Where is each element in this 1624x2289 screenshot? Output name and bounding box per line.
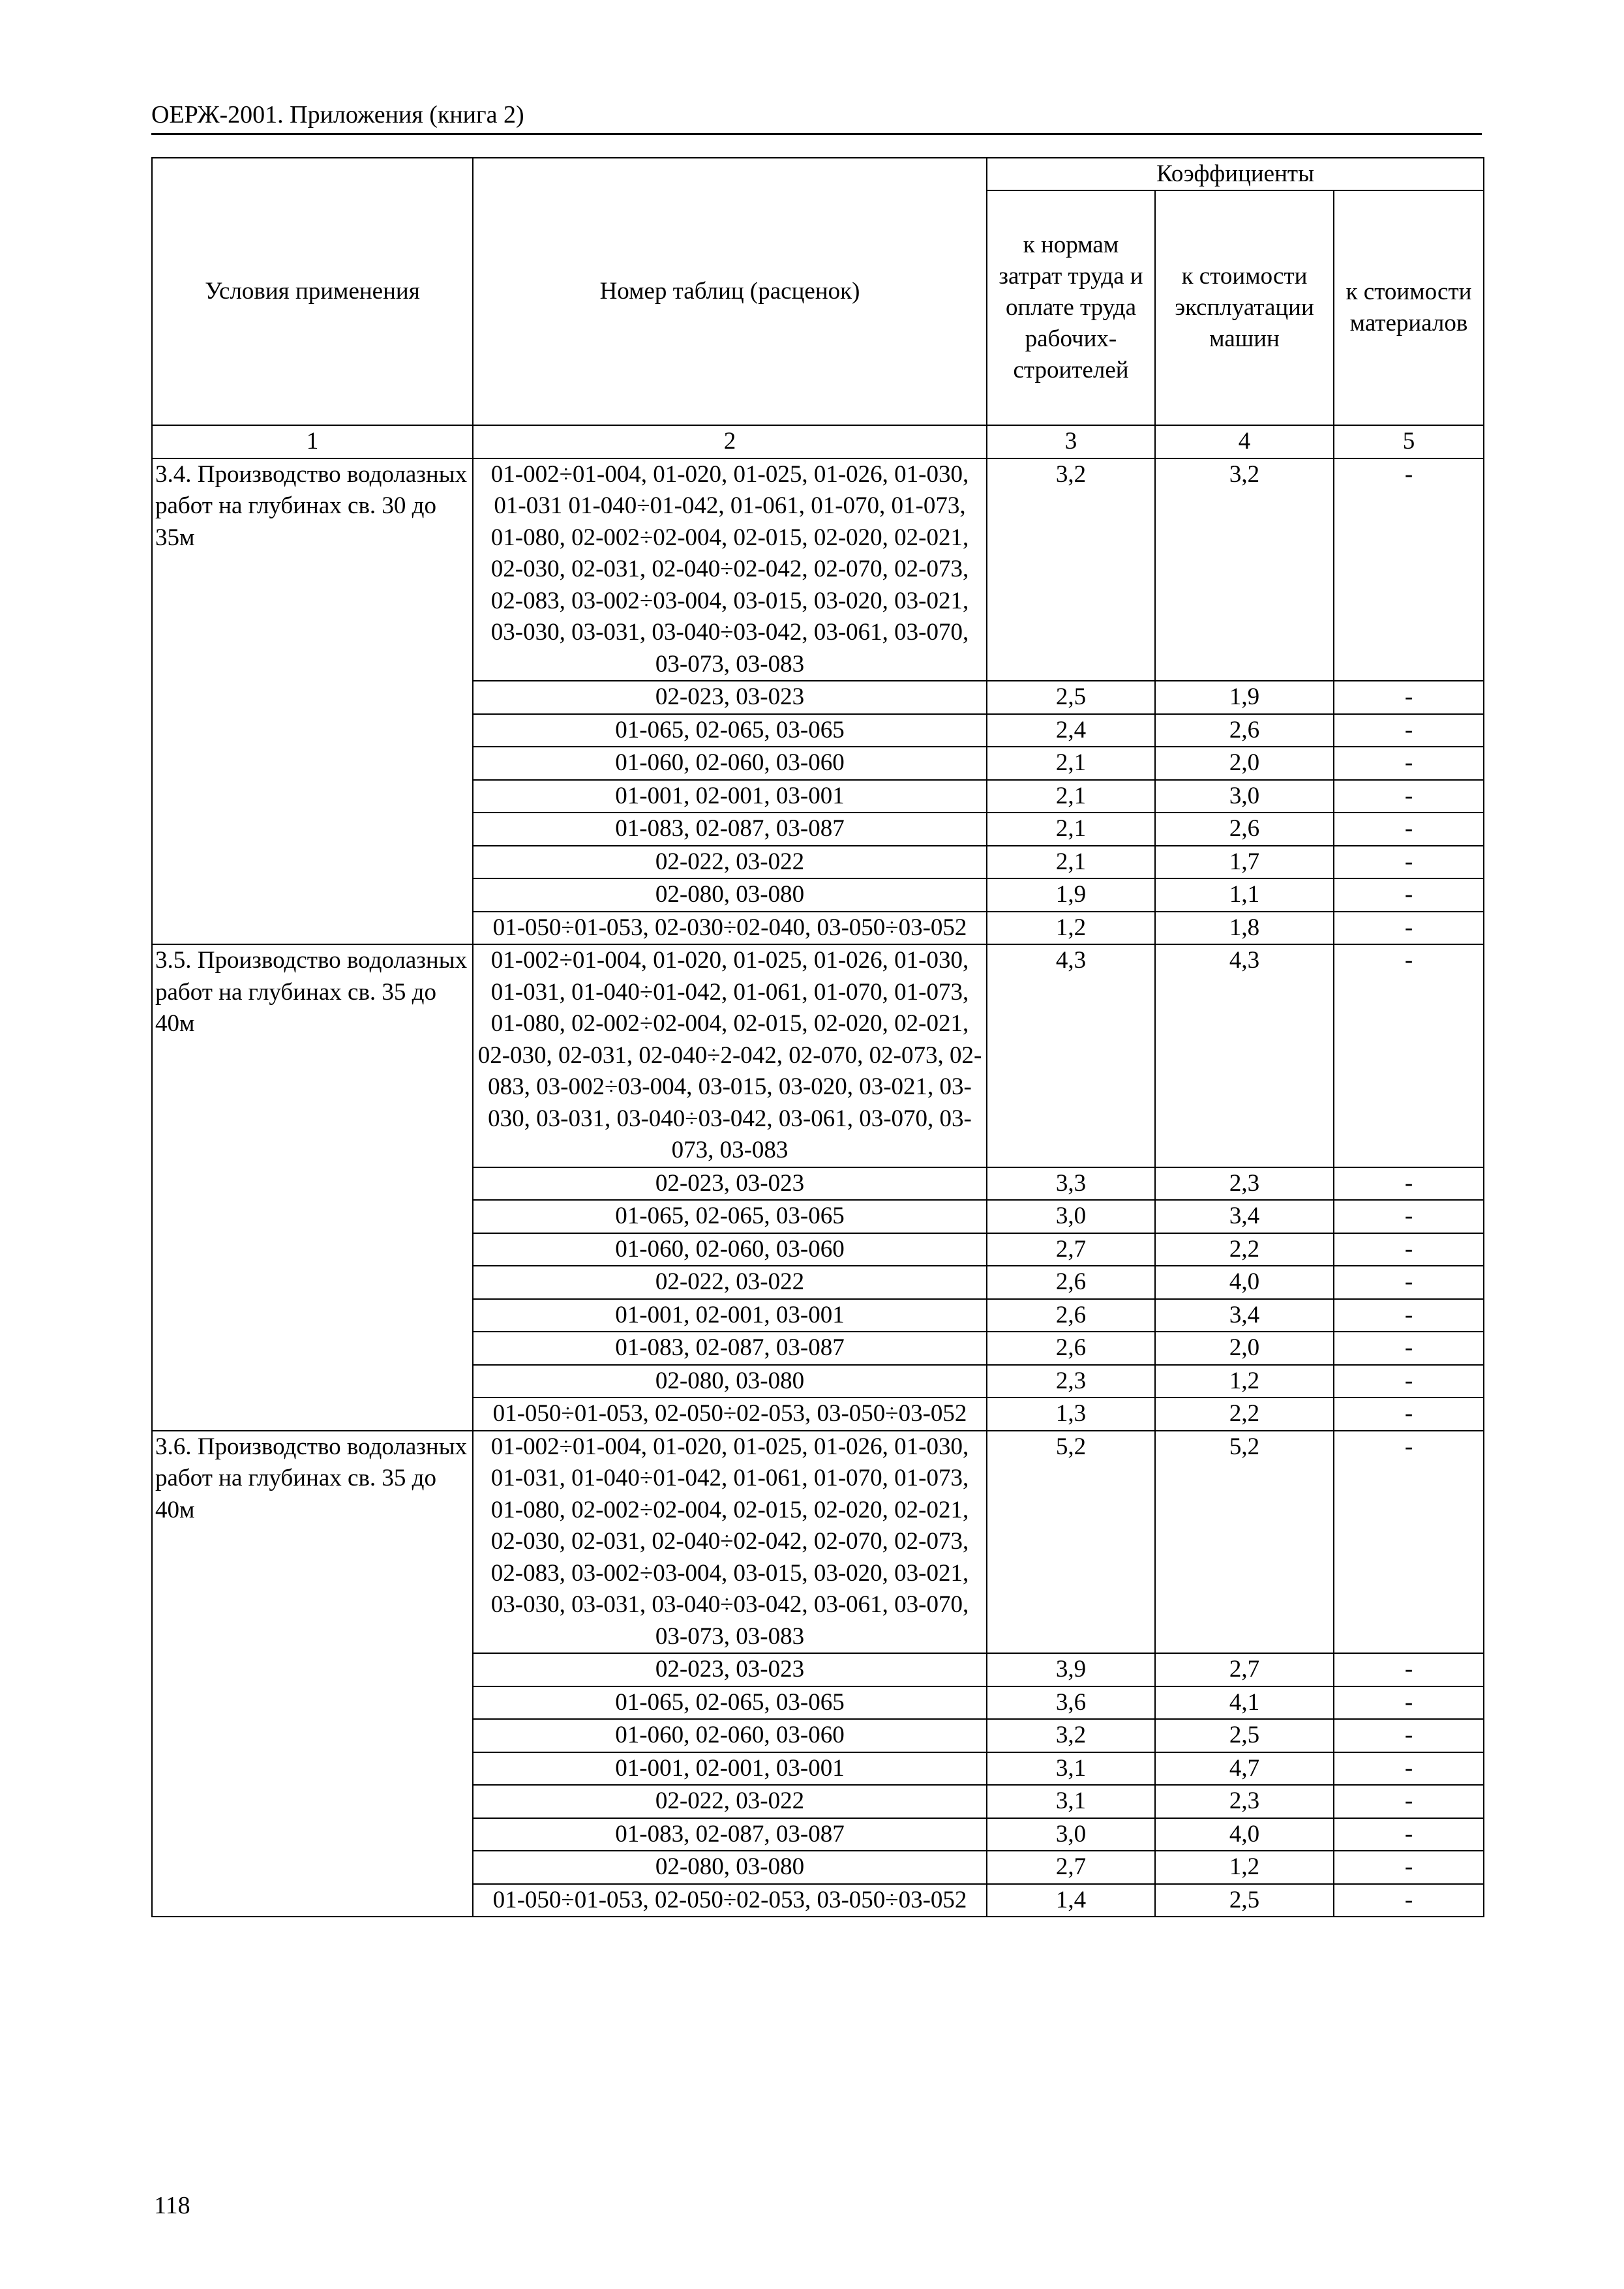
table-numbers-cell: 01-050÷01-053, 02-050÷02-053, 03-050÷03-052 bbox=[473, 1398, 987, 1431]
table-numbers-cell: 02-023, 03-023 bbox=[473, 681, 987, 714]
machines-coefficient-cell: 1,2 bbox=[1155, 1851, 1334, 1884]
materials-coefficient-cell: - bbox=[1334, 1884, 1484, 1917]
labor-coefficient-cell: 3,2 bbox=[987, 458, 1155, 681]
column-number: 3 bbox=[987, 425, 1155, 458]
table-numbers-cell: 02-023, 03-023 bbox=[473, 1653, 987, 1686]
machines-coefficient-cell: 3,4 bbox=[1155, 1200, 1334, 1233]
table-numbers-cell: 01-001, 02-001, 03-001 bbox=[473, 780, 987, 813]
machines-coefficient-cell: 2,0 bbox=[1155, 747, 1334, 780]
labor-coefficient-cell: 2,7 bbox=[987, 1233, 1155, 1266]
machines-coefficient-cell: 4,7 bbox=[1155, 1752, 1334, 1786]
labor-coefficient-cell: 2,1 bbox=[987, 780, 1155, 813]
machines-coefficient-cell: 5,2 bbox=[1155, 1431, 1334, 1654]
machines-coefficient-cell: 1,1 bbox=[1155, 878, 1334, 912]
table-row bbox=[152, 1431, 1484, 1654]
machines-coefficient-cell: 1,8 bbox=[1155, 912, 1334, 945]
labor-coefficient-cell: 5,2 bbox=[987, 1431, 1155, 1654]
machines-coefficient-cell: 2,3 bbox=[1155, 1785, 1334, 1818]
machines-coefficient-cell: 4,1 bbox=[1155, 1686, 1334, 1720]
materials-coefficient-cell: - bbox=[1334, 1785, 1484, 1818]
labor-coefficient-cell: 2,5 bbox=[987, 681, 1155, 714]
materials-coefficient-cell: - bbox=[1334, 1431, 1484, 1654]
condition-cell: 3.6. Производство водолазных работ на глубинах св. 35 до 40м bbox=[152, 1431, 473, 1917]
materials-coefficient-cell: - bbox=[1334, 813, 1484, 846]
header-machines: к стоимости эксплуатации машин bbox=[1155, 190, 1334, 425]
machines-coefficient-cell: 2,6 bbox=[1155, 813, 1334, 846]
materials-coefficient-cell: - bbox=[1334, 681, 1484, 714]
materials-coefficient-cell: - bbox=[1334, 944, 1484, 1167]
condition-cell: 3.4. Производство водолазных работ на глубинах св. 30 до 35м bbox=[152, 458, 473, 945]
page-number: 118 bbox=[154, 2192, 190, 2219]
labor-coefficient-cell: 1,4 bbox=[987, 1884, 1155, 1917]
machines-coefficient-cell: 2,5 bbox=[1155, 1884, 1334, 1917]
materials-coefficient-cell: - bbox=[1334, 1299, 1484, 1332]
table-numbers-cell: 02-080, 03-080 bbox=[473, 1851, 987, 1884]
machines-coefficient-cell: 1,2 bbox=[1155, 1365, 1334, 1398]
labor-coefficient-cell: 2,1 bbox=[987, 846, 1155, 879]
table-numbers-cell: 02-022, 03-022 bbox=[473, 1785, 987, 1818]
table-numbers-cell: 01-002÷01-004, 01-020, 01-025, 01-026, 01-030, 01-031 01-040÷01-042, 01-061, 01-070, 01-073, 01-080, 02-002÷02-004, 02-015, 02-020, 02-021, 02-030, 02-031, 02-040÷02-042, 02-070, 02-073, 02-083, 03-002÷03-004, 03-015, 03-020, 03-021, 03-030, 03-031, 03-040÷03-042, 03-061, 03-070, 03-073, 03-083 bbox=[473, 458, 987, 681]
machines-coefficient-cell: 3,4 bbox=[1155, 1299, 1334, 1332]
table-numbers-cell: 02-022, 03-022 bbox=[473, 846, 987, 879]
materials-coefficient-cell: - bbox=[1334, 1167, 1484, 1201]
labor-coefficient-cell: 3,1 bbox=[987, 1785, 1155, 1818]
table-numbers-cell: 02-080, 03-080 bbox=[473, 878, 987, 912]
labor-coefficient-cell: 4,3 bbox=[987, 944, 1155, 1167]
labor-coefficient-cell: 3,6 bbox=[987, 1686, 1155, 1720]
table-numbers-cell: 01-065, 02-065, 03-065 bbox=[473, 1200, 987, 1233]
materials-coefficient-cell: - bbox=[1334, 1365, 1484, 1398]
machines-coefficient-cell: 3,0 bbox=[1155, 780, 1334, 813]
condition-cell: 3.5. Производство водолазных работ на глубинах св. 35 до 40м bbox=[152, 944, 473, 1431]
table-numbers-cell: 01-001, 02-001, 03-001 bbox=[473, 1752, 987, 1786]
materials-coefficient-cell: - bbox=[1334, 747, 1484, 780]
materials-coefficient-cell: - bbox=[1334, 1752, 1484, 1786]
machines-coefficient-cell: 2,3 bbox=[1155, 1167, 1334, 1201]
machines-coefficient-cell: 1,7 bbox=[1155, 846, 1334, 879]
table-numbers-cell: 01-065, 02-065, 03-065 bbox=[473, 714, 987, 747]
header-table-numbers: Номер таблиц (расценок) bbox=[473, 158, 987, 425]
table-numbers-cell: 01-083, 02-087, 03-087 bbox=[473, 813, 987, 846]
labor-coefficient-cell: 3,0 bbox=[987, 1200, 1155, 1233]
column-number: 4 bbox=[1155, 425, 1334, 458]
machines-coefficient-cell: 3,2 bbox=[1155, 458, 1334, 681]
materials-coefficient-cell: - bbox=[1334, 1233, 1484, 1266]
machines-coefficient-cell: 4,3 bbox=[1155, 944, 1334, 1167]
header-labor: к нормам затрат труда и оплате труда рабочих-строителей bbox=[987, 190, 1155, 425]
labor-coefficient-cell: 2,6 bbox=[987, 1266, 1155, 1299]
materials-coefficient-cell: - bbox=[1334, 878, 1484, 912]
table-numbers-cell: 01-002÷01-004, 01-020, 01-025, 01-026, 01-030, 01-031, 01-040÷01-042, 01-061, 01-070, 01-073, 01-080, 02-002÷02-004, 02-015, 02-020, 02-021, 02-030, 02-031, 02-040÷2-042, 02-070, 02-073, 02-083, 03-002÷03-004, 03-015, 03-020, 03-021, 03-030, 03-031, 03-040÷03-042, 03-061, 03-070, 03-073, 03-083 bbox=[473, 944, 987, 1167]
machines-coefficient-cell: 4,0 bbox=[1155, 1266, 1334, 1299]
labor-coefficient-cell: 2,6 bbox=[987, 1332, 1155, 1365]
column-number: 1 bbox=[152, 425, 473, 458]
labor-coefficient-cell: 3,0 bbox=[987, 1818, 1155, 1851]
column-numbers-row bbox=[152, 425, 1484, 458]
table-numbers-cell: 01-065, 02-065, 03-065 bbox=[473, 1686, 987, 1720]
materials-coefficient-cell: - bbox=[1334, 1266, 1484, 1299]
labor-coefficient-cell: 2,7 bbox=[987, 1851, 1155, 1884]
column-number: 2 bbox=[473, 425, 987, 458]
labor-coefficient-cell: 1,9 bbox=[987, 878, 1155, 912]
labor-coefficient-cell: 2,6 bbox=[987, 1299, 1155, 1332]
table-numbers-cell: 02-023, 03-023 bbox=[473, 1167, 987, 1201]
table-numbers-cell: 01-050÷01-053, 02-050÷02-053, 03-050÷03-052 bbox=[473, 1884, 987, 1917]
header-materials: к стоимости материалов bbox=[1334, 190, 1484, 425]
table-numbers-cell: 01-002÷01-004, 01-020, 01-025, 01-026, 01-030, 01-031, 01-040÷01-042, 01-061, 01-070, 01-073, 01-080, 02-002÷02-004, 02-015, 02-020, 02-021, 02-030, 02-031, 02-040÷02-042, 02-070, 02-073, 02-083, 03-002÷03-004, 03-015, 03-020, 03-021, 03-030, 03-031, 03-040÷03-042, 03-061, 03-070, 03-073, 03-083 bbox=[473, 1431, 987, 1654]
machines-coefficient-cell: 2,6 bbox=[1155, 714, 1334, 747]
labor-coefficient-cell: 3,3 bbox=[987, 1167, 1155, 1201]
page-header: ОЕРЖ-2001. Приложения (книга 2) bbox=[151, 99, 1482, 135]
column-number: 5 bbox=[1334, 425, 1484, 458]
materials-coefficient-cell: - bbox=[1334, 1653, 1484, 1686]
materials-coefficient-cell: - bbox=[1334, 780, 1484, 813]
machines-coefficient-cell: 4,0 bbox=[1155, 1818, 1334, 1851]
labor-coefficient-cell: 2,1 bbox=[987, 747, 1155, 780]
materials-coefficient-cell: - bbox=[1334, 1818, 1484, 1851]
table-row bbox=[152, 458, 1484, 681]
machines-coefficient-cell: 1,9 bbox=[1155, 681, 1334, 714]
materials-coefficient-cell: - bbox=[1334, 1200, 1484, 1233]
materials-coefficient-cell: - bbox=[1334, 1719, 1484, 1752]
header-conditions: Условия применения bbox=[152, 158, 473, 425]
coefficients-table bbox=[151, 157, 1484, 1917]
materials-coefficient-cell: - bbox=[1334, 1332, 1484, 1365]
materials-coefficient-cell: - bbox=[1334, 912, 1484, 945]
labor-coefficient-cell: 2,4 bbox=[987, 714, 1155, 747]
table-numbers-cell: 01-050÷01-053, 02-030÷02-040, 03-050÷03-052 bbox=[473, 912, 987, 945]
materials-coefficient-cell: - bbox=[1334, 1686, 1484, 1720]
table-numbers-cell: 01-060, 02-060, 03-060 bbox=[473, 1233, 987, 1266]
materials-coefficient-cell: - bbox=[1334, 1851, 1484, 1884]
machines-coefficient-cell: 2,2 bbox=[1155, 1398, 1334, 1431]
table-numbers-cell: 01-060, 02-060, 03-060 bbox=[473, 1719, 987, 1752]
table-numbers-cell: 02-080, 03-080 bbox=[473, 1365, 987, 1398]
table-numbers-cell: 01-083, 02-087, 03-087 bbox=[473, 1818, 987, 1851]
table-numbers-cell: 01-060, 02-060, 03-060 bbox=[473, 747, 987, 780]
materials-coefficient-cell: - bbox=[1334, 1398, 1484, 1431]
machines-coefficient-cell: 2,5 bbox=[1155, 1719, 1334, 1752]
labor-coefficient-cell: 2,3 bbox=[987, 1365, 1155, 1398]
table-row bbox=[152, 944, 1484, 1167]
labor-coefficient-cell: 2,1 bbox=[987, 813, 1155, 846]
labor-coefficient-cell: 3,9 bbox=[987, 1653, 1155, 1686]
labor-coefficient-cell: 3,1 bbox=[987, 1752, 1155, 1786]
table-numbers-cell: 01-001, 02-001, 03-001 bbox=[473, 1299, 987, 1332]
machines-coefficient-cell: 2,7 bbox=[1155, 1653, 1334, 1686]
machines-coefficient-cell: 2,0 bbox=[1155, 1332, 1334, 1365]
materials-coefficient-cell: - bbox=[1334, 714, 1484, 747]
table-numbers-cell: 01-083, 02-087, 03-087 bbox=[473, 1332, 987, 1365]
materials-coefficient-cell: - bbox=[1334, 846, 1484, 879]
labor-coefficient-cell: 3,2 bbox=[987, 1719, 1155, 1752]
materials-coefficient-cell: - bbox=[1334, 458, 1484, 681]
header-coefficients: Коэффициенты bbox=[987, 158, 1484, 190]
labor-coefficient-cell: 1,3 bbox=[987, 1398, 1155, 1431]
labor-coefficient-cell: 1,2 bbox=[987, 912, 1155, 945]
table-numbers-cell: 02-022, 03-022 bbox=[473, 1266, 987, 1299]
machines-coefficient-cell: 2,2 bbox=[1155, 1233, 1334, 1266]
